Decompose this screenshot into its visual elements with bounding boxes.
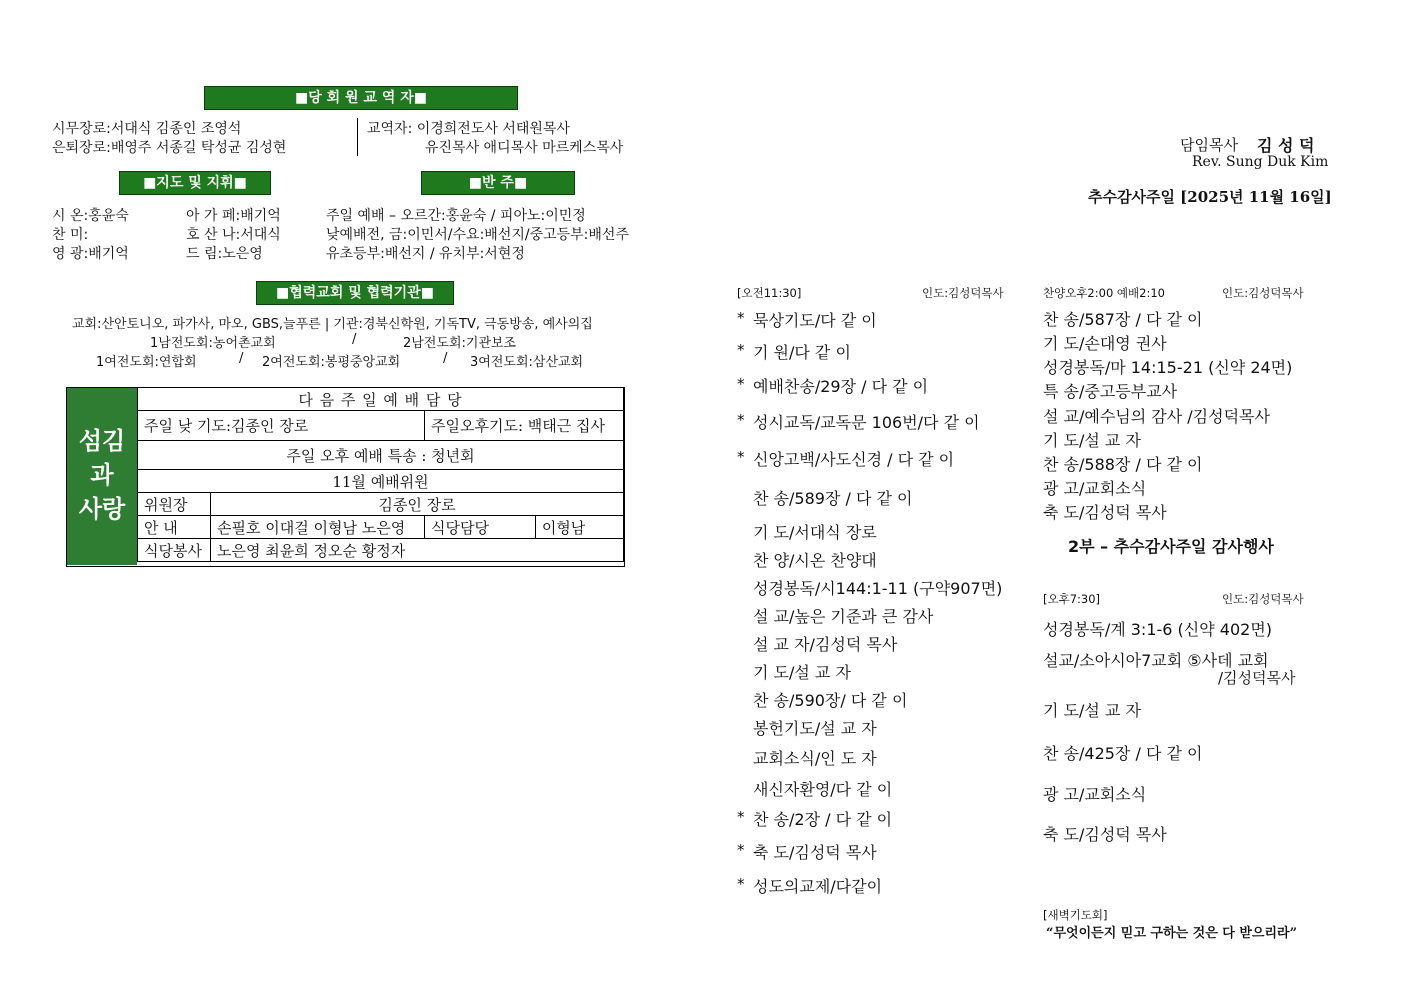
serve-and-love-block: 섬김 과 사랑 — [67, 388, 137, 565]
eve-time: [오후7:30] — [1043, 592, 1101, 606]
leader-row: 영 광:배기억 — [52, 246, 129, 262]
pm-order-item: 기 도/손대영 권사 — [1043, 334, 1167, 353]
am-order-item: 설 교 자/김성덕 목사 — [753, 635, 898, 654]
usher-value: 손필호 이대걸 이형남 노은영 — [211, 516, 425, 539]
partners-line: 1여전도회:연합회 — [96, 355, 197, 370]
required-star: * — [737, 448, 745, 466]
leader-row: 드 림:노은영 — [186, 246, 263, 262]
pastor-label: 담임목사 — [1180, 136, 1238, 154]
chair-value: 김종인 장로 — [211, 493, 624, 516]
am-leader: 인도:김성덕목사 — [922, 286, 1004, 300]
required-star: * — [737, 411, 745, 429]
schedule-table — [137, 387, 624, 562]
pm-order-item: 성경봉독/마 14:15-21 (신약 24면) — [1043, 358, 1293, 377]
partners-line: 3여전도회:삼산교회 — [470, 355, 584, 370]
separator: / — [239, 351, 244, 366]
required-star: * — [737, 841, 745, 859]
dining-serve-label: 식당봉사 — [138, 539, 211, 562]
pm-order-item: 기 도/설 교 자 — [1043, 431, 1141, 450]
pm-prayer: 주일오후기도: 백태근 집사 — [425, 411, 624, 441]
dawn-quote: “무엇이든지 믿고 구하는 것은 다 받으리라” — [1046, 926, 1298, 941]
required-star: * — [737, 375, 745, 393]
eve-order-item: 찬 송/425장 / 다 같 이 — [1043, 744, 1203, 763]
pm-order-item: 광 고/교회소식 — [1043, 479, 1147, 498]
eve-preacher: /김성덕목사 — [1218, 669, 1296, 687]
accompanist-header: ■반 주■ — [421, 171, 575, 195]
dining-head-value: 이형남 — [535, 516, 623, 539]
partners-line: 2남전도회:기관보조 — [403, 336, 517, 351]
dawn-label: [새벽기도회] — [1043, 908, 1108, 922]
eve-order-item: 광 고/교회소식 — [1043, 785, 1147, 804]
am-order-item: 성경봉독/시144:1-11 (구약907면) — [753, 579, 1003, 598]
pm-order-item: 설 교/예수님의 감사 /김성덕목사 — [1043, 407, 1270, 426]
committee-title: 11월 예배위원 — [138, 470, 624, 493]
am-order-item: 찬 송/590장/ 다 같 이 — [753, 691, 908, 710]
required-star: * — [737, 808, 745, 826]
divider — [357, 118, 358, 156]
ministers-line-2: 유진목사 애디목사 마르케스목사 — [425, 140, 624, 156]
am-order-item: 성시교독/교독문 106번/다 같 이 — [753, 413, 980, 432]
dining-head-label: 식당담당 — [425, 516, 536, 539]
pm-order-item: 특 송/중고등부교사 — [1043, 382, 1178, 401]
am-order-item: 새신자환영/다 같 이 — [753, 780, 893, 799]
accompanist-row: 주일 예배 – 오르간:홍윤숙 / 피아노:이민정 — [326, 208, 586, 224]
leaders-header: ■지도 및 지휘■ — [119, 171, 271, 195]
separator: / — [352, 332, 357, 347]
chair-label: 위원장 — [138, 493, 211, 516]
am-order-item: 성도의교제/다같이 — [753, 877, 883, 896]
leader-row: 시 온:홍윤숙 — [52, 208, 129, 224]
leader-row: 찬 미: — [52, 227, 89, 243]
partners-line: 교회:산안토니오, 파가사, 마오, GBS,늘푸른 | 기관:경북신학원, 기독TV, 극동방송, 예사의집 — [72, 317, 593, 332]
accompanist-row: 유초등부:배선지 / 유치부:서현정 — [326, 246, 525, 262]
leader-row: 호 산 나:서대식 — [186, 227, 281, 243]
next-week-title: 다 음 주 일 예 배 담 당 — [138, 388, 624, 411]
am-time: [오전11:30] — [737, 286, 802, 300]
am-order-item: 설 교/높은 기준과 큰 감사 — [753, 607, 934, 626]
partners-line: 2여전도회:봉평중앙교회 — [262, 355, 401, 370]
leader-row: 아 가 페:배기억 — [186, 208, 281, 224]
dining-serve-value: 노은영 최윤희 정오순 황정자 — [211, 539, 624, 562]
pm-special: 주일 오후 예배 특송 : 청년회 — [138, 441, 624, 470]
separator: / — [443, 351, 448, 366]
am-order-item: 묵상기도/다 같 이 — [753, 311, 877, 330]
eve-reading: 성경봉독/계 3:1-6 (신약 402면) — [1043, 620, 1273, 639]
required-star: * — [737, 875, 745, 893]
am-order-item: 기 도/서대식 장로 — [753, 523, 877, 542]
eve-leader: 인도:김성덕목사 — [1222, 592, 1304, 606]
am-order-item: 예배찬송/29장 / 다 같 이 — [753, 377, 929, 396]
accompanist-row: 낮예배전, 금:이민서/수요:배선지/중고등부:배선주 — [326, 227, 629, 243]
ministers-line-1: 교역자: 이경희전도사 서태원목사 — [367, 121, 570, 137]
pm-order-item: 찬 송/588장 / 다 같 이 — [1043, 455, 1203, 474]
pm-time: 찬양오후2:00 예배2:10 — [1043, 286, 1165, 300]
second-part: 2부 – 추수감사주일 감사행사 — [1068, 537, 1274, 556]
partners-line: 1남전도회:농어촌교회 — [150, 336, 276, 351]
day-prayer: 주일 낮 기도:김종인 장로 — [138, 411, 425, 441]
am-order-item: 찬 송/589장 / 다 같 이 — [753, 489, 913, 508]
date-line: 추수감사주일 [2025년 11월 16일] — [1088, 188, 1332, 206]
pm-order-item: 축 도/김성덕 목사 — [1043, 503, 1167, 522]
usher-label: 안 내 — [138, 516, 211, 539]
pastor-english-name: Rev. Sung Duk Kim — [1192, 154, 1329, 170]
eve-order-item: 기 도/설 교 자 — [1043, 701, 1141, 720]
pm-leader: 인도:김성덕목사 — [1222, 286, 1304, 300]
am-order-item: 찬 양/시온 찬양대 — [753, 551, 877, 570]
pastor-name: 김 성 덕 — [1257, 136, 1315, 155]
pm-order-item: 찬 송/587장 / 다 같 이 — [1043, 310, 1203, 329]
am-order-item: 찬 송/2장 / 다 같 이 — [753, 810, 893, 829]
am-order-item: 신앙고백/사도신경 / 다 같 이 — [753, 450, 955, 469]
am-order-item: 축 도/김성덕 목사 — [753, 843, 877, 862]
am-order-item: 기 원/다 같 이 — [753, 343, 851, 362]
partners-header: ■협력교회 및 협력기관■ — [256, 281, 454, 305]
required-star: * — [737, 309, 745, 327]
eve-sermon: 설교/소아시아7교회 ⑤사데 교회 — [1043, 651, 1269, 670]
staff-header: ■당 회 원 교 역 자■ — [204, 86, 518, 110]
am-order-item: 봉헌기도/설 교 자 — [753, 719, 877, 738]
eve-order-item: 축 도/김성덕 목사 — [1043, 825, 1167, 844]
elders-active: 시무장로:서대식 김종인 조영석 — [52, 121, 242, 137]
am-order-item: 기 도/설 교 자 — [753, 663, 851, 682]
required-star: * — [737, 341, 745, 359]
elders-retired: 은퇴장로:배영주 서종길 탁성균 김성현 — [52, 140, 287, 156]
am-order-item: 교회소식/인 도 자 — [753, 749, 877, 768]
